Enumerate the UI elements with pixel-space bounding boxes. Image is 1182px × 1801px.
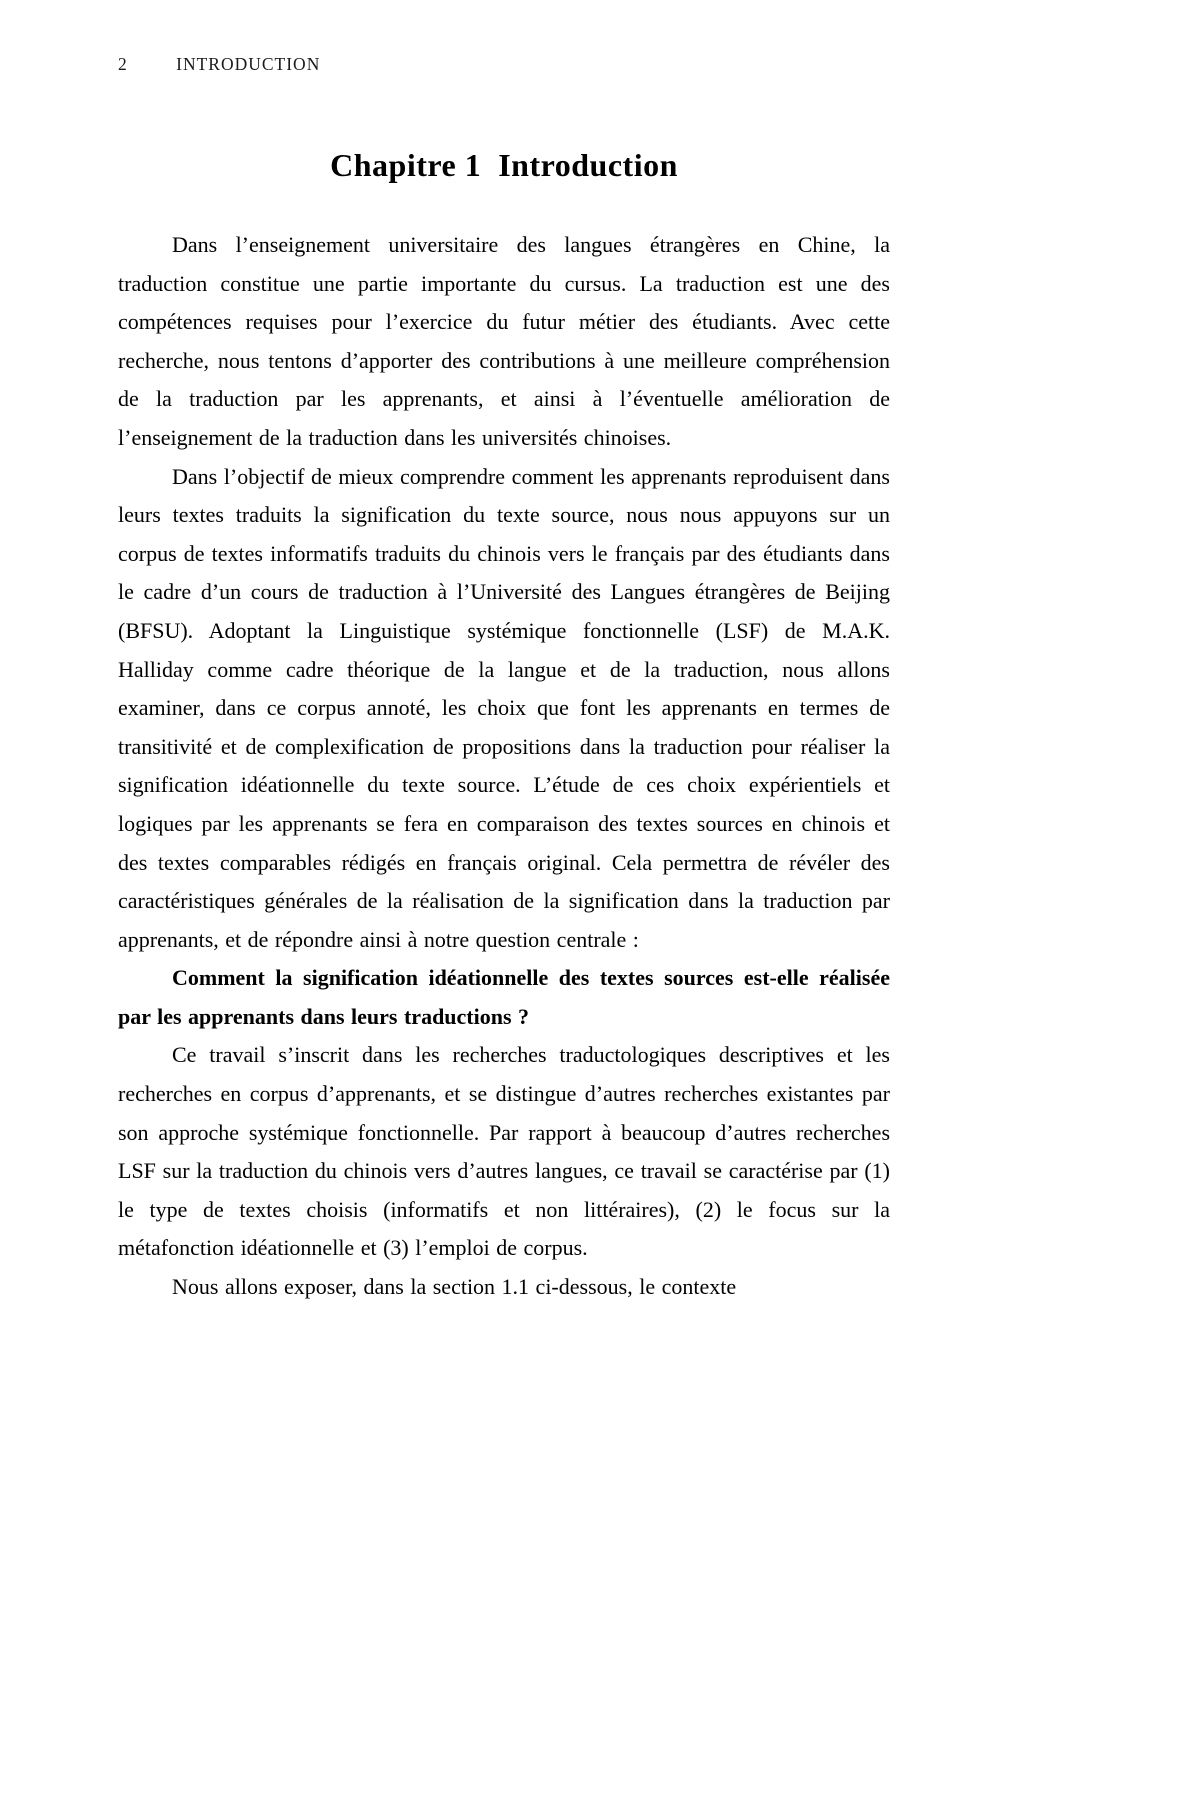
paragraph-3: Ce travail s’inscrit dans les recherches traductologiques descriptives et les recherches en corpus d’apprenants, et se distingue d’autres recherches existantes par son approche systémique fonctionnelle. Par rapport à beaucoup d’autres recherches LSF sur la traduction du chinois vers d’autres langues, ce travail se caractérise par (1) le type de textes choisis (informatifs et non littéraires), (2) le focus sur la métafonction idéationnelle et (3) l’emploi de corpus. bbox=[118, 1042, 890, 1261]
running-header: INTRODUCTION bbox=[176, 54, 321, 74]
page-header bbox=[118, 54, 890, 75]
paragraph-2: Dans l’objectif de mieux comprendre comment les apprenants reproduisent dans leurs textes traduits la signification du texte source, nous nous appuyons sur un corpus de textes informatifs traduits du chinois vers le français par des étudiants dans le cadre d’un cours de traduction à l’Université des Langues étrangères de Beijing (BFSU). Adoptant la Linguistique systémique fonctionnelle (LSF) de M.A.K. Halliday comme cadre théorique de la langue et de la traduction, nous allons examiner, dans ce corpus annoté, les choix que font les apprenants en termes de transitivité et de complexification de propositions dans la traduction pour réaliser la signification idéationnelle du texte source. L’étude de ces choix expérientiels et logiques par les apprenants se fera en comparaison des textes sources en chinois et des textes comparables rédigés en français original. Cela permettra de révéler des caractéristiques générales de la réalisation de la signification dans la traduction par apprenants, et de répondre ainsi à notre question centrale : bbox=[118, 463, 890, 952]
page-number: 2 bbox=[118, 54, 128, 74]
chapter-body bbox=[118, 226, 890, 1307]
central-question-paragraph: Comment la signification idéationnelle des textes sources est-elle réalisée par les apprenants dans leurs traductions ? bbox=[118, 965, 890, 1029]
chapter-title: Chapitre 1 Introduction bbox=[330, 147, 678, 183]
paragraph-4: Nous allons exposer, dans la section 1.1 ci-dessous, le contexte bbox=[172, 1274, 737, 1300]
paragraph-1: Dans l’enseignement universitaire des langues étrangères en Chine, la traduction constitue une partie importante du cursus. La traduction est une des compétences requises pour l’exercice du futur métier des étudiants. Avec cette recherche, nous tentons d’apporter des contributions à une meilleure compréhension de la traduction par les apprenants, et ainsi à l’éventuelle amélioration de l’enseignement de la traduction dans les universités chinoises. bbox=[118, 232, 890, 450]
